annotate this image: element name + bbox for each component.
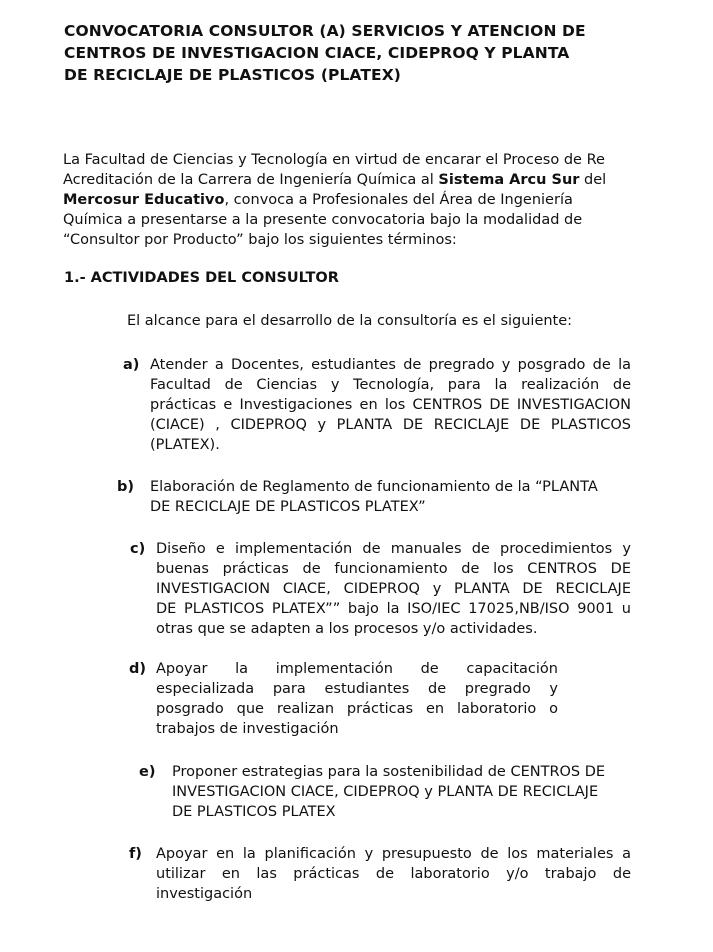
title-line: CONVOCATORIA CONSULTOR (A) SERVICIOS Y ATENCION DE bbox=[64, 22, 586, 40]
intro-text: , convoca a Profesionales del Área de Ingeniería bbox=[224, 192, 573, 208]
item-text bbox=[156, 539, 631, 639]
item-line: INVESTIGACION CIACE, CIDEPROQ y PLANTA DE RECICLAJE bbox=[172, 784, 599, 800]
intro-text: del bbox=[579, 172, 607, 188]
item-line: trabajos de investigación bbox=[156, 721, 339, 737]
item-line: Facultad de Ciencias y Tecnología, para la realización de bbox=[150, 377, 631, 393]
intro-text: Acreditación de la Carrera de Ingeniería Química al bbox=[63, 172, 439, 188]
scope-text: El alcance para el desarrollo de la consultoría es el siguiente: bbox=[127, 313, 573, 329]
item-line: utilizar en las prácticas de laboratorio y/o trabajo de bbox=[156, 866, 631, 882]
intro-line: La Facultad de Ciencias y Tecnología en virtud de encarar el Proceso de Re bbox=[63, 152, 605, 168]
item-label: a) bbox=[123, 357, 140, 373]
item-line: prácticas e Investigaciones en los CENTROS DE INVESTIGACION bbox=[150, 397, 631, 413]
item-line: otras que se adapten a los procesos y/o actividades. bbox=[156, 621, 538, 637]
section-heading: 1.- ACTIVIDADES DEL CONSULTOR bbox=[64, 270, 339, 286]
item-line: buenas prácticas de funcionamiento de los CENTROS DE bbox=[156, 561, 631, 577]
item-line: Atender a Docentes, estudiantes de pregrado y posgrado de la bbox=[150, 357, 631, 373]
item-text bbox=[172, 762, 632, 822]
intro-line bbox=[63, 190, 663, 210]
item-line: (PLATEX). bbox=[150, 437, 220, 453]
item-line: (CIACE) , CIDEPROQ y PLANTA DE RECICLAJE DE PLASTICOS bbox=[150, 417, 631, 433]
item-text bbox=[150, 355, 631, 455]
title-line: DE RECICLAJE DE PLASTICOS (PLATEX) bbox=[64, 66, 401, 84]
intro-line: “Consultor por Producto” bajo los siguientes términos: bbox=[63, 232, 457, 248]
item-line: Elaboración de Reglamento de funcionamiento de la “PLANTA bbox=[150, 479, 598, 495]
intro-line bbox=[63, 170, 663, 190]
document-title bbox=[64, 20, 664, 86]
item-label: f) bbox=[129, 846, 142, 862]
intro-line: Química a presentarse a la presente convocatoria bajo la modalidad de bbox=[63, 212, 583, 228]
intro-emphasis: Mercosur Educativo bbox=[63, 192, 225, 208]
item-line: posgrado que realizan prácticas en laboratorio o bbox=[156, 701, 558, 717]
item-line: Proponer estrategias para la sostenibilidad de CENTROS DE bbox=[172, 764, 606, 780]
item-text bbox=[156, 844, 631, 904]
title-line: CENTROS DE INVESTIGACION CIACE, CIDEPROQ Y PLANTA bbox=[64, 44, 570, 62]
item-line: INVESTIGACION CIACE, CIDEPROQ y PLANTA DE RECICLAJE bbox=[156, 581, 631, 597]
item-line: Diseño e implementación de manuales de procedimientos y bbox=[156, 541, 631, 557]
item-line: investigación bbox=[156, 886, 253, 902]
item-text bbox=[150, 477, 620, 517]
item-line: DE RECICLAJE DE PLASTICOS PLATEX” bbox=[150, 499, 426, 515]
item-line: especializada para estudiantes de pregrado y bbox=[156, 681, 558, 697]
item-line: Apoyar la implementación de capacitación bbox=[156, 661, 558, 677]
item-label: e) bbox=[139, 764, 156, 780]
item-line: DE PLASTICOS PLATEX”” bajo la ISO/IEC 17025,NB/ISO 9001 u bbox=[156, 601, 631, 617]
item-label: d) bbox=[129, 661, 147, 677]
item-label: b) bbox=[117, 479, 135, 495]
item-line: DE PLASTICOS PLATEX bbox=[172, 804, 336, 820]
item-text bbox=[156, 659, 558, 739]
intro-emphasis: Sistema Arcu Sur bbox=[438, 172, 580, 188]
item-line: Apoyar en la planificación y presupuesto de los materiales a bbox=[156, 846, 631, 862]
item-label: c) bbox=[130, 541, 146, 557]
intro-paragraph bbox=[63, 150, 663, 250]
